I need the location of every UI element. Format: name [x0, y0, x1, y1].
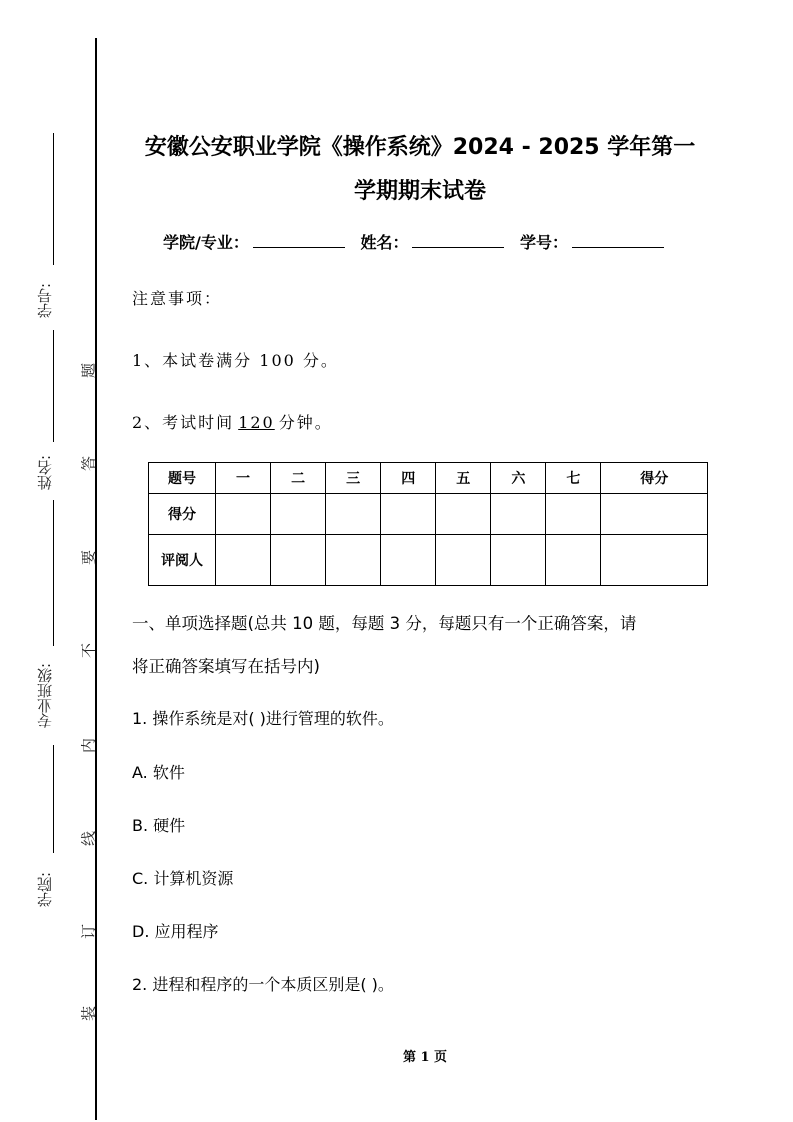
- notes-heading: 注意事项：: [132, 289, 223, 308]
- note-item-2: [132, 410, 333, 433]
- seal-char: 答: [79, 456, 98, 472]
- score-cell[interactable]: [546, 494, 601, 535]
- reviewer-cell[interactable]: [326, 535, 381, 586]
- student-id-line: [53, 133, 54, 265]
- seal-char: 内: [79, 738, 98, 754]
- page-number: 第 1 页: [402, 1050, 448, 1065]
- reviewer-row: [149, 535, 708, 586]
- score-table: [148, 462, 708, 586]
- seal-char: 题: [79, 363, 98, 379]
- question-1-stem: 1. 操作系统是对( )进行管理的软件。: [132, 709, 394, 728]
- question-2-stem: 2. 进程和程序的一个本质区别是( )。: [132, 975, 394, 994]
- name-field-label: 姓名：: [360, 233, 409, 252]
- reviewer-cell[interactable]: [491, 535, 546, 586]
- reviewer-cell[interactable]: [601, 535, 708, 586]
- college-major-label: 学院/专业：: [163, 233, 249, 252]
- score-cell[interactable]: [326, 494, 381, 535]
- question-1-option-c: C. 计算机资源: [132, 869, 234, 888]
- major-class-label: 专业班级:: [34, 648, 58, 743]
- question-1-option-a: A. 软件: [132, 763, 185, 782]
- row-label: 得分: [149, 494, 216, 535]
- student-id-blank[interactable]: [572, 233, 664, 248]
- reviewer-cell[interactable]: [216, 535, 271, 586]
- college-label: 学院:: [34, 862, 58, 917]
- college-major-blank[interactable]: [253, 233, 345, 248]
- section-1-heading-line-2: 将正确答案填写在括号内): [132, 657, 320, 676]
- header-cell: 一: [216, 463, 271, 494]
- name-blank[interactable]: [412, 233, 504, 248]
- seal-char: 要: [79, 550, 98, 566]
- title-line-2: 学期期末试卷: [353, 179, 486, 204]
- header-cell: 五: [436, 463, 491, 494]
- reviewer-cell[interactable]: [271, 535, 326, 586]
- question-1-option-b: B. 硬件: [132, 816, 186, 835]
- score-cell[interactable]: [216, 494, 271, 535]
- section-1-heading-line-1: 一、单项选择题(总共 10 题，每题 3 分，每题只有一个正确答案，请: [132, 614, 637, 633]
- seal-char: 订: [79, 924, 98, 940]
- question-1-option-d: D. 应用程序: [132, 922, 219, 941]
- score-row: [149, 494, 708, 535]
- exam-duration: 120: [238, 413, 275, 432]
- header-cell: 六: [491, 463, 546, 494]
- seal-char: 装: [79, 1006, 98, 1022]
- header-cell: 题号: [149, 463, 216, 494]
- score-cell[interactable]: [436, 494, 491, 535]
- reviewer-cell[interactable]: [436, 535, 491, 586]
- header-cell: 七: [546, 463, 601, 494]
- title-line-1: 安徽公安职业学院《操作系统》2024 - 2025 学年第一: [144, 135, 696, 160]
- seal-char: 线: [79, 831, 98, 847]
- student-id-field-label: 学号：: [520, 233, 569, 252]
- score-table-header-row: [149, 463, 708, 494]
- reviewer-cell[interactable]: [546, 535, 601, 586]
- header-cell: 三: [326, 463, 381, 494]
- name-label: 姓名:: [34, 445, 58, 500]
- seal-char: 不: [79, 643, 98, 659]
- exam-title: [120, 126, 720, 214]
- student-id-line-lower: [53, 330, 54, 442]
- score-cell[interactable]: [271, 494, 326, 535]
- student-id-label: 学号:: [34, 275, 58, 325]
- binding-line: [95, 38, 97, 1120]
- header-cell: 得分: [601, 463, 708, 494]
- row-label: 评阅人: [149, 535, 216, 586]
- note-item-1: 1、本试卷满分 100 分。: [132, 351, 339, 370]
- header-cell: 四: [381, 463, 436, 494]
- note-item-2-suffix: 分钟。: [278, 413, 333, 432]
- major-class-line: [53, 745, 54, 853]
- reviewer-cell[interactable]: [381, 535, 436, 586]
- note-item-2-prefix: 2、考试时间: [132, 413, 235, 432]
- student-info-row: [163, 230, 674, 253]
- header-cell: 二: [271, 463, 326, 494]
- score-cell[interactable]: [381, 494, 436, 535]
- name-line: [53, 500, 54, 646]
- score-cell[interactable]: [601, 494, 708, 535]
- score-cell[interactable]: [491, 494, 546, 535]
